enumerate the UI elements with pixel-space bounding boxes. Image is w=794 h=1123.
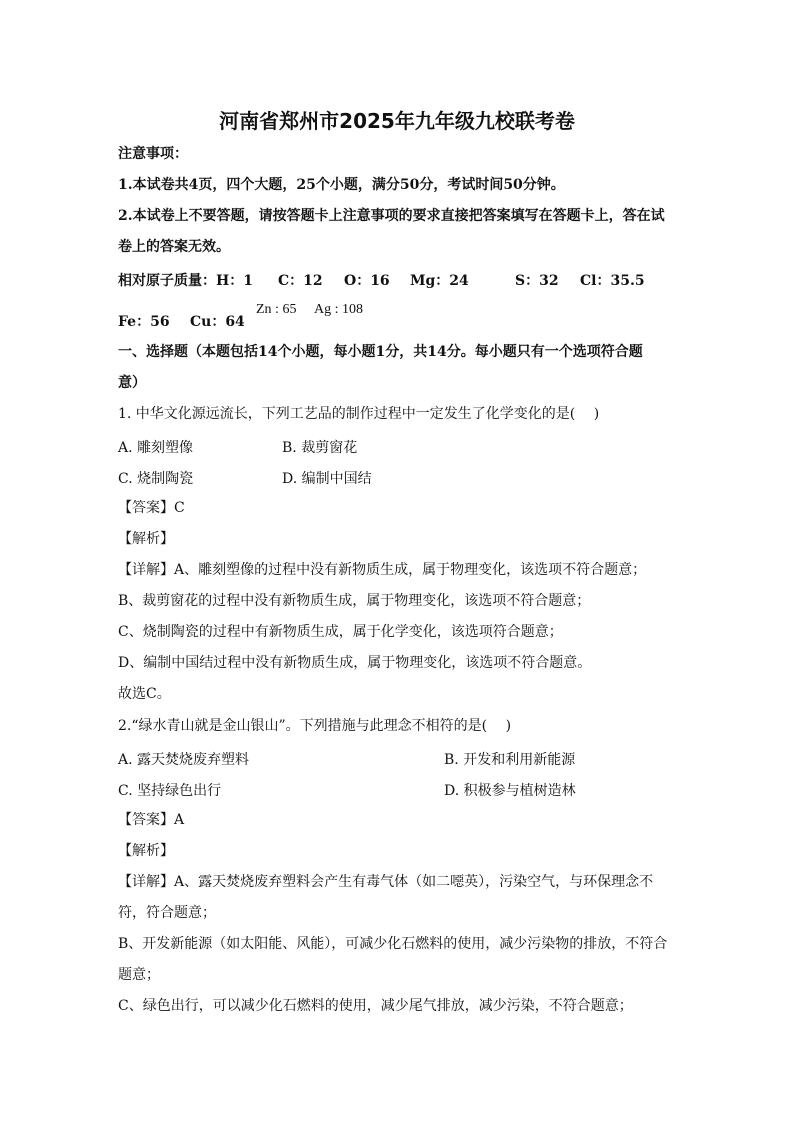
question-1-option-c: C. 烧制陶瓷: [118, 471, 194, 487]
question-2-option-a: A. 露天焚烧废弃塑料: [118, 752, 250, 768]
atomic-mass-zn: Zn : 65: [256, 302, 297, 317]
question-2-analysis-label: 【解析】: [118, 843, 174, 859]
question-1-option-a: A. 雕刻塑像: [118, 440, 194, 456]
atomic-mass-o: O：16: [344, 273, 390, 289]
notice-item-1: 1.本试卷共4页，四个大题，25个小题，满分50分，考试时间50分钟。: [118, 177, 565, 193]
atomic-mass-ag: Ag : 108: [314, 302, 363, 317]
notice-heading: 注意事项：: [118, 146, 188, 162]
notice-item-2: 2.本试卷上不要答题，请按答题卡上注意事项的要求直接把答案填写在答题卡上，答在试: [118, 208, 665, 224]
question-1-analysis-label: 【解析】: [118, 531, 174, 547]
question-2-option-b: B. 开发和利用新能源: [444, 752, 576, 768]
question-1-option-d: D. 编制中国结: [282, 471, 372, 487]
section-1-heading: 一、选择题（本题包括14个小题，每小题1分，共14分。每小题只有一个选项符合题: [118, 344, 643, 360]
atomic-mass-cu: Cu：64: [190, 314, 245, 330]
atomic-mass-c: C：12: [278, 273, 323, 289]
question-2-detail-b: B、开发新能源（如太阳能、风能），可减少化石燃料的使用，减少污染物的排放，不符合: [118, 936, 668, 952]
atomic-mass-cl: Cl：35.5: [580, 273, 645, 289]
question-2-answer: 【答案】A: [118, 812, 185, 828]
question-2-detail-b-cont: 题意；: [118, 967, 160, 983]
question-2-detail-a: 【详解】A、露天焚烧废弃塑料会产生有毒气体（如二噁英），污染空气，与环保理念不: [118, 874, 654, 890]
question-2-option-d: D. 积极参与植树造林: [444, 783, 576, 799]
question-2-detail-a-cont: 符，符合题意；: [118, 905, 216, 921]
question-1-detail-b: B、裁剪窗花的过程中没有新物质生成，属于物理变化，该选项不符合题意；: [118, 593, 591, 609]
notice-item-2-cont: 卷上的答案无效。: [118, 239, 230, 255]
question-2-stem: 2.“绿水青山就是金山银山”。下列措施与此理念不相符的是( ): [118, 718, 512, 734]
atomic-mass-label: 相对原子质量：H：1: [118, 273, 253, 289]
question-1-option-b: B. 裁剪窗花: [282, 440, 358, 456]
page-title: 河南省郑州市2025年九年级九校联考卷: [219, 109, 575, 133]
atomic-mass-s: S：32: [515, 273, 559, 289]
question-1-stem: 1. 中华文化源远流长，下列工艺品的制作过程中一定发生了化学变化的是( ): [118, 406, 600, 422]
question-1-detail-c: C、烧制陶瓷的过程中有新物质生成，属于化学变化，该选项符合题意；: [118, 624, 563, 640]
question-2-detail-c: C、绿色出行，可以减少化石燃料的使用，减少尾气排放，减少污染，不符合题意；: [118, 998, 633, 1014]
question-1-detail-a: 【详解】A、雕刻塑像的过程中没有新物质生成，属于物理变化，该选项不符合题意；: [118, 562, 647, 578]
atomic-mass-mg: Mg：24: [410, 273, 469, 289]
question-2-option-c: C. 坚持绿色出行: [118, 783, 222, 799]
question-1-detail-d: D、编制中国结过程中没有新物质生成，属于物理变化，该选项不符合题意。: [118, 655, 592, 671]
question-1-conclusion: 故选C。: [118, 686, 171, 702]
question-1-answer: 【答案】C: [118, 500, 185, 516]
section-1-heading-cont: 意）: [118, 375, 146, 391]
atomic-mass-fe: Fe：56: [118, 314, 170, 330]
